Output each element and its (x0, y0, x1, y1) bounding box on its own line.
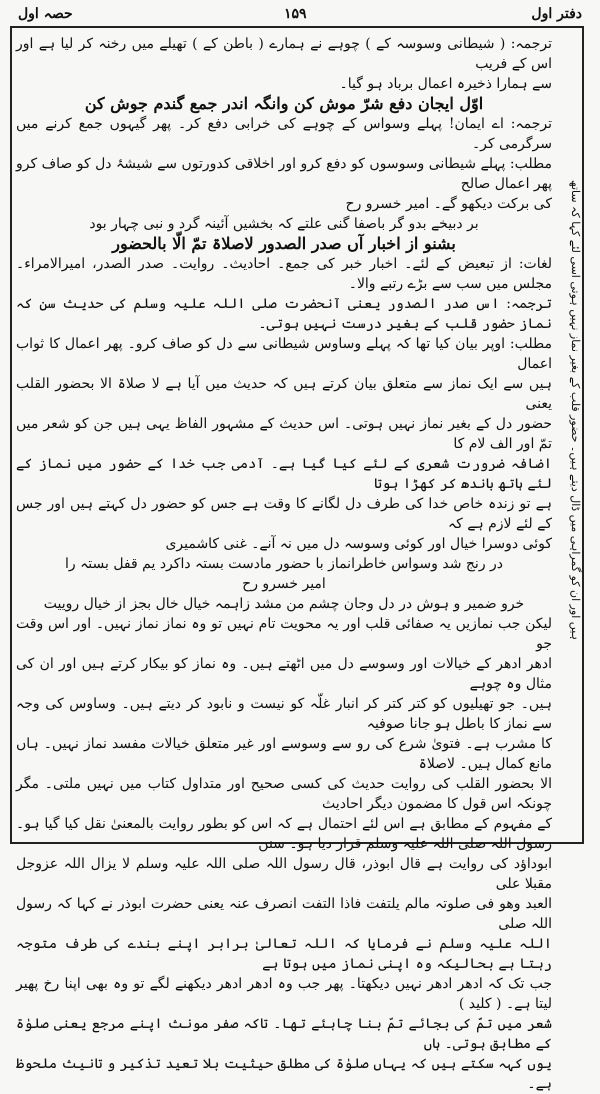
text-line: کا مشرب ہے۔ فتویٰ شرع کی رو سے وسوسے اور غیر متعلق خیالات مفسد نماز نہیں۔ ہاں مانع کمال ہیں۔ لاصلاۃ (16, 736, 552, 772)
margin-note: ہیں اور ان کو گمراہی میں ڈال دیتے ہیں۔ حضور قلب کے بغیر نماز نہیں ہوتی اسی لئے کہا کہ ساتھ (569, 180, 582, 640)
text-line: مطلب: اوپر بیان کیا تھا کہ پہلے وساوس شیطانی سے دل کو صاف کرو۔ پھر اعمال کا ثواب اعمال (16, 336, 552, 372)
verse-line: خرو ضمیر و ہوش در دل وجان چشم من مشد زاہمہ خیال خال بجز از خیال روییت (43, 596, 525, 612)
verse-line: بشنو از اخبار آں صدر الصدور لاصلاۃ تمّ الّا بالحضور (112, 234, 456, 253)
text-line: مطلب: پہلے شیطانی وسوسوں کو دفع کرو اور اخلاقی کدورتوں سے شیشۂ دل کو صاف کرو پھر اعمال صالح (16, 156, 552, 192)
text-line: ہیں۔ جو تھیلیوں کو کتر کتر کر انبار غلّہ کو نیست و نابود کر دیتے ہیں۔ وساوس کی وجہ سے نماز کا باطل ہو جانا صوفیہ (16, 696, 552, 732)
text-line: ترجمہ: اس صدر الصدور یعنی آنحضرت صلی اللہ علیہ وسلم کی حدیث سن کہ نماز حضور قلب کے بغیر درست نہیں ہوتی۔ (16, 296, 552, 332)
text-line: لیکن جب نمازیں یہ صفائی قلب اور یہ محویت تام نہیں تو وہ نماز نماز نہیں۔ اور اس وقت جو (16, 616, 552, 652)
page-header (14, 6, 584, 24)
text-line: اللہ علیہ وسلم نے فرمایا کہ اللہ تعالیٰ برابر اپنے بندے کی طرف متوجہ رہتا ہے بحالیکہ وہ اپنی نماز میں ہوتا ہے (16, 936, 552, 972)
text-line: ترجمہ: اے ایمان! پہلے وسواس کے چوہے کی خرابی دفع کر۔ پھر گیہوں جمع کرنے میں سرگرمی کر۔ (16, 116, 552, 152)
text-line: لغات: از تبعیض کے لئے۔ اخبار خبر کی جمع۔ احادیث۔ روایت۔ صدر الصدر، امیرالامراء۔ مجلس میں سب سے بڑے رتبے والا۔ (16, 256, 552, 292)
text-line: ابوداؤد کی روایت ہے قال ابوذر، قال رسول اللہ صلی اللہ علیہ وسلم لا یزال اللہ عزوجل مقبلا علی (16, 856, 552, 892)
text-line: ہیں سے ایک نماز سے متعلق بیان کرتے ہیں کہ حدیث میں آیا ہے لا صلاۃ الا بحضور القلب یعنی (16, 376, 552, 412)
text-line: العبد وھو فی صلوتہ مالم یلتفت فاذا التفت انصرف عنہ یعنی حضرت ابوذر نے کہا کہ رسول اللہ صلی (16, 896, 552, 932)
header-section-label: حصہ اول (18, 6, 73, 22)
text-line: کوئی دوسرا خیال اور کوئی وسوسہ دل میں نہ آنے۔ غنی کاشمیری (165, 536, 552, 552)
text-line: یوں کہہ سکتے ہیں کہ یہاں صلوٰۃ کی مطلق حیثیت بلا تعید تذکیر و تانیث ملحوظ ہے۔ (16, 1056, 552, 1092)
text-line: الا بحضور القلب کی روایت حدیث کی کسی صحیح اور متداول کتاب میں نہیں ملتی۔ مگر چونکہ اس قول کا مضمون دیگر احادیث (16, 776, 552, 812)
text-line: ادھر ادھر کے خیالات اور وسوسے دل میں اٹھتے ہیں۔ وہ نماز کو بیکار کرتے ہیں اور ان کی مثال وہ چوہے (16, 656, 552, 692)
page-number: ۱۵۹ (284, 6, 307, 22)
text-line: ترجمہ: ( شیطانی وسوسہ کے ) چوہے نے ہمارے ( باطن کے ) تھیلے میں رخنہ کر لیا ہے اور اس کے فریب (16, 36, 552, 72)
text-line: کے مفہوم کے مطابق ہے اس لئے احتمال ہے کہ اس کو بطور روایت بالمعنیٰ نقل کیا گیا ہو۔ رسول اللہ صلی اللہ علیہ وسلم قرار دیا ہو۔ سنن (16, 816, 552, 852)
text-line: اضافہ ضرورت شعری کے لئے کیا گیا ہے۔ آدمی جب خدا کے حضور میں نماز کے لئے ہاتھ باندھ کر کھڑا ہوتا (16, 456, 552, 492)
text-line: ہے تو زندہ خاص خدا کی طرف دل لگانے کا وقت ہے جس کو حضور دل کہتے ہیں اور جس کے لئے لازم ہے کہ (16, 496, 552, 532)
verse-line: بر دبیخے بدو گر باصفا گنی علتے کہ بخشیں آئینہ گرد و نبی چہار بود (89, 216, 479, 232)
poet-label: امیر خسرو رح (242, 576, 326, 592)
text-line: کی برکت دیکھو گے۔ امیر خسرو رح (345, 196, 552, 212)
text-line: حضور دل کے بغیر نماز نہیں ہوتی۔ اس حدیث کے مشہور الفاظ یہی ہیں جن کو شعر میں تمّ اور الف لام کا (16, 416, 552, 452)
page-body (16, 34, 552, 1092)
verse-line: در رنج شد وسواس خاطرانماز با حضور مادست بستہ داکرد یم قفل بستہ را (64, 556, 504, 572)
text-line: سے ہمارا ذخیرہ اعمال برباد ہو گیا۔ (339, 76, 552, 92)
text-line: شعر میں تمّ کی بجائے تمّ بنا چاہئے تھا۔ تاکہ صفر مونث اپنے مرجع یعنی صلوٰۃ کے مطابق ہوتی۔ ہاں (16, 1016, 552, 1052)
header-book-label: دفتر اول (531, 6, 582, 22)
verse-line: اوّل ایجان دفع شرّ موش کن وانگہ اندر جمع گندم جوش کن (84, 94, 484, 113)
text-line: جب تک کہ ادھر ادھر نہیں دیکھتا۔ پھر جب وہ ادھر ادھر دیکھنے لگے تو وہ بھی اپنا رخ پھیر لیتا ہے۔ ( کلید ) (16, 976, 552, 1012)
